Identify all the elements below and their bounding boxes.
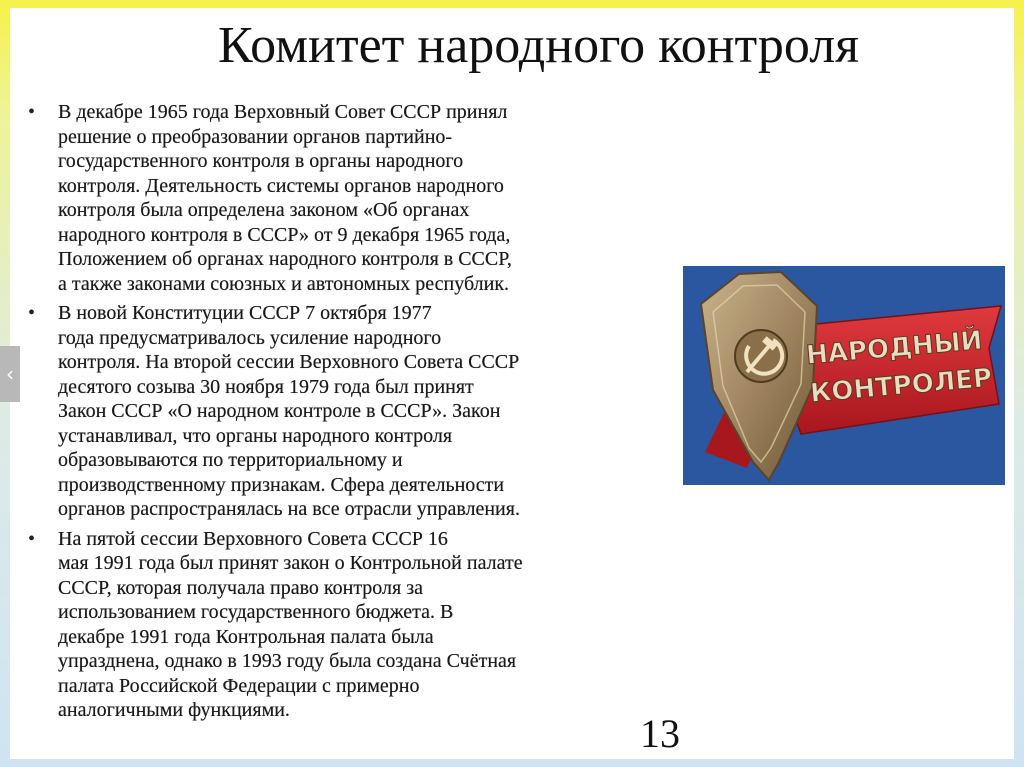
badge-text-line2: КОНТРОЛЕР: [808, 363, 994, 409]
text-line: В новой Конституции СССР 7 октября 1977: [58, 302, 432, 324]
bullet-item: [28, 100, 678, 296]
text-line: аналогичными функциями.: [58, 699, 290, 721]
bullet-item: [28, 527, 678, 723]
text-line: На пятой сессии Верховного Совета СССР 16: [58, 527, 448, 550]
text-line: палата Российской Федерации с примерно: [58, 674, 420, 697]
text-line: контроля. На второй сессии Верховного Совета СССР: [58, 351, 520, 373]
text-line: В декабре 1965 года Верховный Совет СССР принял: [58, 101, 508, 123]
slide-title: Комитет народного контроля: [218, 17, 860, 74]
text-line: народного контроля в СССР» от 9 декабря 1965 года,: [58, 223, 511, 246]
text-line: а также законами союзных и автономных республик.: [58, 272, 510, 295]
text-line: органов распространялась на все отрасли управления.: [58, 498, 520, 520]
bullet-list: [28, 100, 678, 728]
text-line: решение о преобразовании органов партийно-: [58, 125, 453, 148]
bullet-item: [28, 301, 678, 522]
bullet-text: [58, 100, 678, 296]
text-line: мая 1991 года был принят закон о Контрольной палате: [58, 552, 523, 574]
text-line: декабре 1991 года Контрольная палата была: [58, 625, 434, 648]
bullet-icon: •: [28, 302, 36, 324]
text-line: СССР, которая получала право контроля за: [58, 576, 423, 599]
chevron-left-icon[interactable]: ‹: [0, 346, 20, 402]
text-line: контроля. Деятельность системы органов народного: [58, 174, 504, 197]
text-line: упразднена, однако в 1993 году была создана Счётная: [58, 650, 517, 672]
text-line: Закон СССР «О народном контроле в СССР». Закон: [58, 400, 501, 422]
bullet-text: [58, 527, 678, 723]
text-line: года предусматривалось усиление народного: [58, 326, 442, 349]
page-number: 13: [640, 711, 680, 756]
badge-illustration: [683, 266, 1005, 485]
text-line: Положением об органах народного контроля в СССР,: [58, 248, 512, 270]
text-line: образовываются по территориальному и: [58, 449, 403, 471]
text-line: устанавливал, что органы народного контроля: [58, 424, 453, 447]
bullet-text: [58, 301, 678, 522]
text-line: контроля была определена законом «Об органах: [58, 199, 470, 221]
hammer-sickle-icon: [735, 330, 787, 382]
badge-image: [683, 266, 1005, 485]
bullet-icon: •: [28, 101, 36, 123]
text-line: использованием государственного бюджета. В: [58, 601, 454, 623]
badge-text-line1: НАРОДНЫЙ: [804, 325, 984, 371]
bullet-icon: •: [28, 527, 36, 550]
text-line: десятого созыва 30 ноября 1979 года был принят: [58, 375, 474, 398]
text-line: государственного контроля в органы народного: [58, 150, 464, 172]
text-line: производственному признакам. Сфера деятельности: [58, 473, 505, 496]
